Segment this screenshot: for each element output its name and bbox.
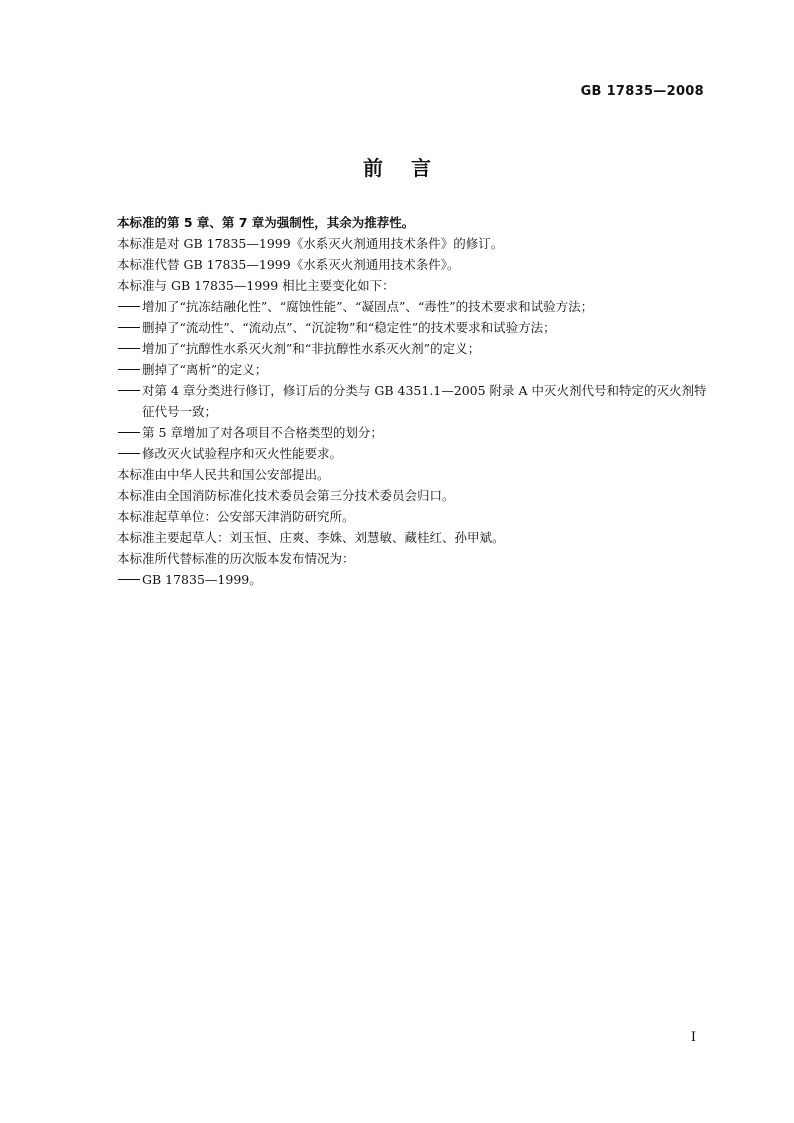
change-list-item-text: 修改灭火试验程序和灭火性能要求。 <box>142 446 343 461</box>
dash-marker <box>117 380 142 401</box>
change-list-item-text: 对第 4 章分类进行修订，修订后的分类与 GB 4351.1—2005 附录 A 中灭火剂代号和特定的灭火剂特征代号一致； <box>142 383 707 419</box>
dash-marker <box>117 359 142 380</box>
paragraph: 本标准主要起草人：刘玉恒、庄爽、李姝、刘慧敏、藏桂红、孙甲斌。 <box>117 530 505 545</box>
page-number: I <box>690 1030 696 1045</box>
change-list-item <box>117 380 707 422</box>
dash-marker <box>117 422 142 443</box>
dash-marker <box>117 569 142 590</box>
dash-marker <box>117 338 142 359</box>
paragraph: 本标准由全国消防标准化技术委员会第三分技术委员会归口。 <box>117 488 455 503</box>
change-list-item <box>117 338 707 359</box>
change-list-item <box>117 422 707 443</box>
history-list-item-text: GB 17835—1999。 <box>142 572 262 587</box>
change-list-item <box>117 296 707 317</box>
document-body <box>117 212 707 590</box>
history-list-item <box>117 569 707 590</box>
change-list-item <box>117 317 707 338</box>
paragraph: 本标准由中华人民共和国公安部提出。 <box>117 467 330 482</box>
change-list-item-text: 删掉了“离析”的定义； <box>142 362 268 377</box>
change-list-item-text: 增加了“抗冻结融化性”、“腐蚀性能”、“凝固点”、“毒性”的技术要求和试验方法； <box>142 299 594 314</box>
page-title: 前言 <box>363 156 459 180</box>
paragraph: 本标准代替 GB 17835—1999《水系灭火剂通用技术条件》。 <box>117 257 460 272</box>
change-list-item <box>117 443 707 464</box>
paragraph: 本标准所代替标准的历次版本发布情况为： <box>117 551 355 566</box>
change-list-item <box>117 359 707 380</box>
standard-code-header: GB 17835—2008 <box>580 84 704 99</box>
dash-marker <box>117 443 142 464</box>
change-list-item-text: 删掉了“流动性”、“流动点”、“沉淀物”和“稳定性”的技术要求和试验方法； <box>142 320 556 335</box>
paragraph: 本标准的第 5 章、第 7 章为强制性，其余为推荐性。 <box>117 215 415 230</box>
paragraph: 本标准与 GB 17835—1999 相比主要变化如下： <box>117 278 395 293</box>
change-list-item-text: 增加了“抗醇性水系灭火剂”和“非抗醇性水系灭火剂”的定义； <box>142 341 481 356</box>
paragraph: 本标准是对 GB 17835—1999《水系灭火剂通用技术条件》的修订。 <box>117 236 504 251</box>
dash-marker <box>117 317 142 338</box>
paragraph: 本标准起草单位：公安部天津消防研究所。 <box>117 509 355 524</box>
dash-marker <box>117 296 142 317</box>
change-list-item-text: 第 5 章增加了对各项目不合格类型的划分； <box>142 425 383 440</box>
